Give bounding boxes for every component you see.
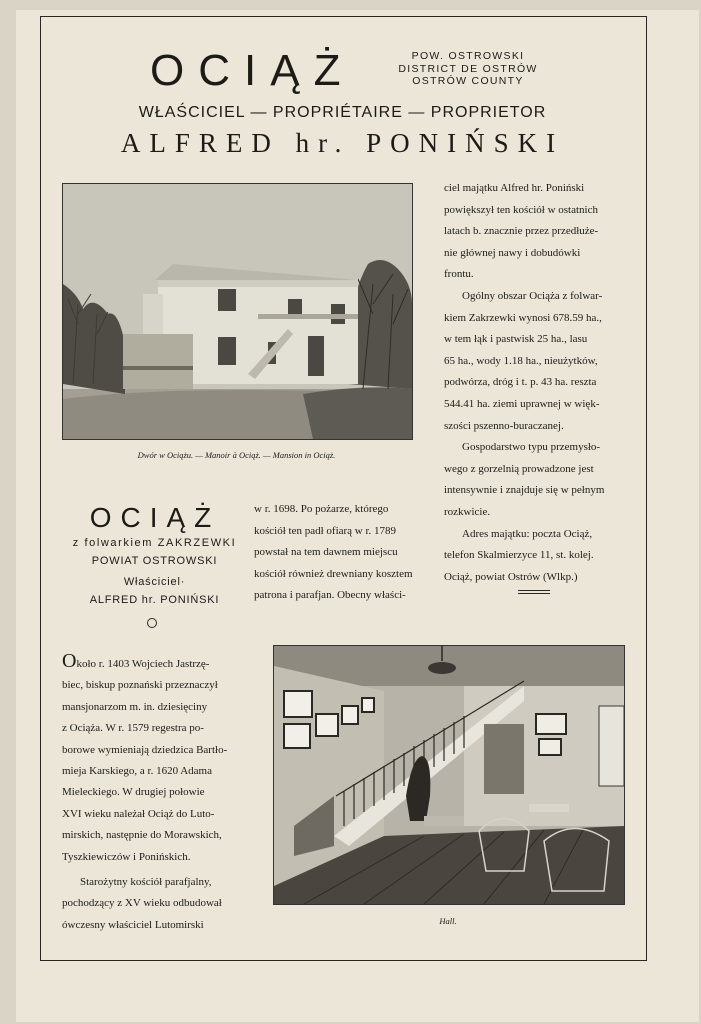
- drop-cap: O: [62, 650, 77, 672]
- text-line: mieja Karskiego, a r. 1620 Adama: [62, 765, 212, 778]
- sub-info-block: [52, 535, 257, 609]
- text-line: wego z gorzelnią prowadzone jest: [444, 462, 594, 475]
- text-line: XVI wieku należał Ociąż do Luto-: [62, 807, 215, 820]
- text-line: mansjonarzom m. in. dziesięciny: [62, 700, 208, 713]
- district-line: DISTRICT DE OSTRÓW: [398, 62, 538, 75]
- text-line: Ogólny obszar Ociąża z folwar-: [462, 289, 603, 302]
- text-line: kiem Zakrzewki wynosi 678.59 ha.,: [444, 311, 602, 324]
- mansion-illustration: [63, 184, 412, 439]
- district-line: OSTRÓW COUNTY: [412, 75, 524, 87]
- owner-label: WŁAŚCICIEL — PROPRIÉTAIRE — PROPRIETOR: [138, 104, 547, 121]
- sub-line: Właściciel·: [123, 576, 186, 588]
- text-line: kościół również drewniany kosztem: [254, 567, 413, 580]
- text-line: pochodzący z XV wieku odbudował: [62, 897, 222, 910]
- text-line: powiększył ten kościół w ostatnich: [444, 203, 598, 216]
- text-line: 65 ha., wody 1.18 ha., nieużytków,: [444, 354, 598, 367]
- mansion-caption: Dwór w Ociążu. — Manoir à Ociąż. — Mansion in Ociąż.: [137, 450, 336, 460]
- text-line: kościół ten padł ofiarą w r. 1789: [254, 524, 397, 537]
- sub-line: POWIAT OSTROWSKI: [91, 554, 218, 567]
- right-column-text: [444, 178, 622, 588]
- text-line: Mieleckiego. W drugiej połowie: [62, 786, 205, 799]
- text-line: Adres majątku: poczta Ociąż,: [462, 527, 593, 540]
- text-line: biec, biskup poznański przeznaczył: [62, 679, 218, 692]
- text-line: mirskich, następnie do Morawskich,: [62, 829, 222, 842]
- text-line: szości pszenno-buraczanej.: [444, 419, 564, 432]
- district-block: [398, 50, 538, 88]
- text-line: intensywnie i znajduje się w pełnym: [444, 484, 605, 497]
- text-line: powstał na tem dawnem miejscu: [254, 546, 398, 559]
- text-line: borowe wymieniają dziedzica Bartło-: [62, 743, 228, 756]
- text-line: latach b. znacznie przez przedłuże-: [444, 225, 599, 238]
- text-line: frontu.: [444, 268, 474, 281]
- middle-column-text: [254, 499, 434, 607]
- hall-caption: Hall.: [439, 916, 457, 926]
- text-line: koło r. 1403 Wojciech Jastrzę-: [76, 658, 210, 670]
- text-line: patrona i parafjan. Obecny właści-: [254, 589, 406, 602]
- text-line: rozkwicie.: [444, 505, 491, 518]
- mansion-photo: [62, 183, 413, 440]
- text-line: 544.41 ha. ziemi uprawnej w więk-: [444, 397, 600, 410]
- text-line: w r. 1698. Po pożarze, którego: [254, 503, 389, 515]
- circle-ornament: [147, 618, 157, 628]
- text-line: w tem łąk i pastwisk 25 ha., lasu: [444, 333, 588, 346]
- sub-line: ALFRED hr. PONIŃSKI: [89, 593, 220, 606]
- text-line: Starożytny kościół parafjalny,: [80, 876, 212, 889]
- text-line: ówczesny właściciel Lutomirski: [62, 918, 204, 931]
- hall-photo: [273, 645, 625, 905]
- text-line: ciel majątku Alfred hr. Poniński: [444, 182, 585, 194]
- text-line: z Ociąża. W r. 1579 regestra po-: [62, 722, 204, 735]
- sub-line: z folwarkiem ZAKRZEWKI: [72, 537, 237, 549]
- sub-title: OCIĄŻ: [89, 502, 221, 533]
- double-rule-divider: [518, 590, 550, 594]
- left-column-text: [62, 652, 244, 936]
- text-line: Tyszkiewiczów i Ponińskich.: [62, 850, 191, 863]
- owner-name: ALFRED hr. PONIŃSKI: [120, 128, 565, 158]
- text-line: Gospodarstwo typu przemysło-: [462, 441, 601, 454]
- text-line: telefon Skalmierzyce 11, st. kolej.: [444, 549, 594, 562]
- text-line: Ociąż, powiat Ostrów (Wlkp.): [444, 570, 578, 583]
- page-title: OCIĄŻ: [150, 46, 355, 95]
- text-line: podwórza, dróg i t. p. 43 ha. reszta: [444, 376, 597, 389]
- hall-illustration: [274, 646, 624, 904]
- text-line: nie głównej nawy i dobudówki: [444, 246, 581, 259]
- district-line: POW. OSTROWSKI: [411, 50, 525, 62]
